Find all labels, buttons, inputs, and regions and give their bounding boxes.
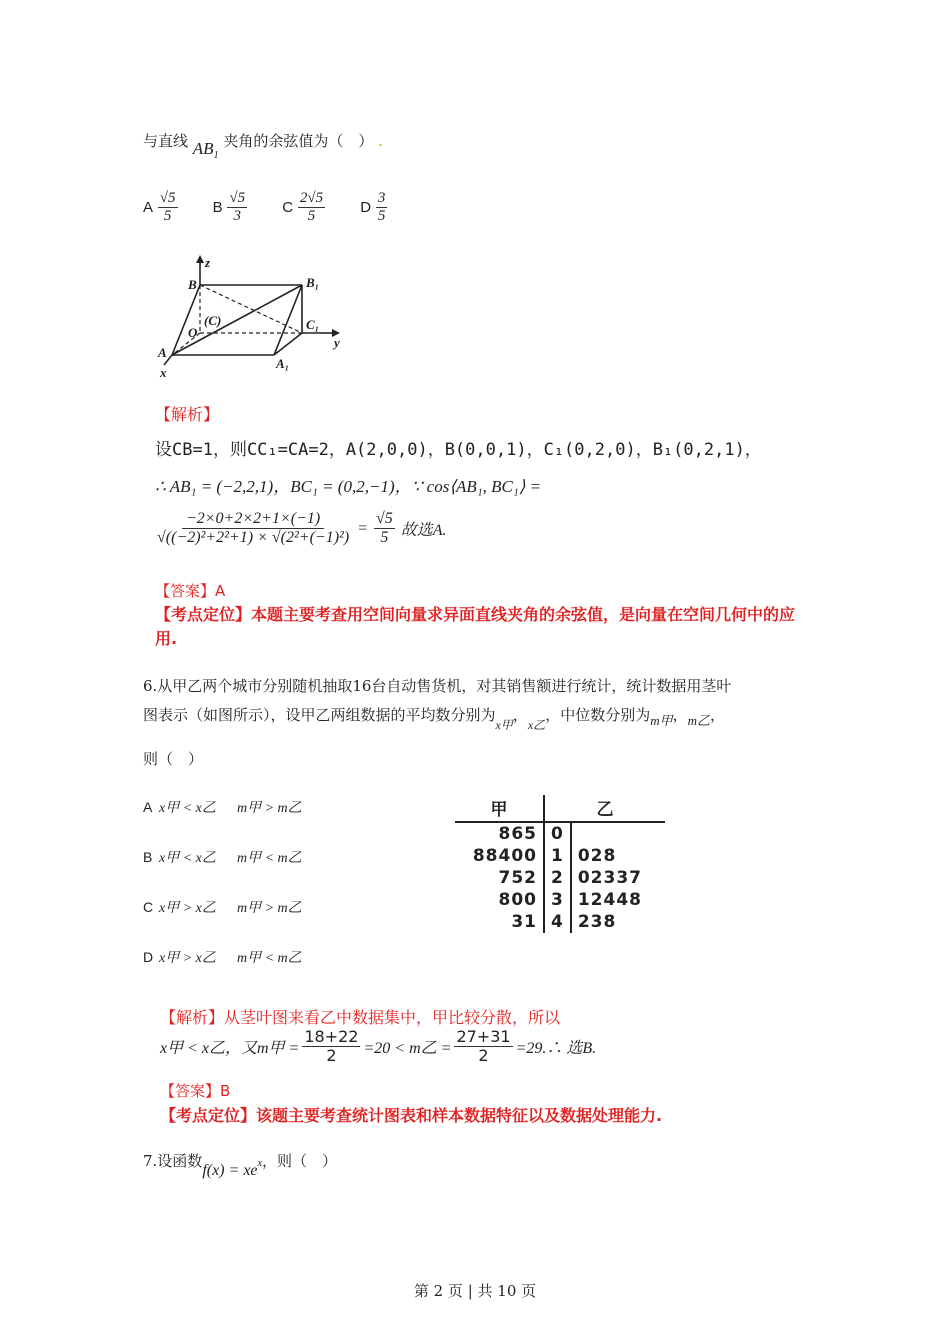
stem-leaf-table: [455, 795, 665, 933]
q5-answer: 【答案】A: [155, 582, 226, 600]
table-head-yi: 乙: [596, 800, 614, 820]
q5-option-d[interactable]: D $\frac{3}{5}$: [360, 190, 386, 225]
q5-option-c[interactable]: C $\frac{2√5}{5}$: [282, 190, 324, 225]
q6-options: [143, 782, 302, 982]
stem-leaf-rows: [455, 823, 648, 933]
q5-analysis-tag: 【解析】: [155, 405, 220, 424]
q6-option-b[interactable]: B x甲 < x乙 m甲 < m乙: [143, 849, 302, 866]
table-row: 865 0: [455, 823, 648, 845]
q6-stem-line2: 图表示（如图所示），设甲乙两组数据的平均数分别为 x甲 ， x乙 ，中位数分别为 m甲 ， m乙 ，: [143, 706, 726, 732]
fig-label-c1: C₁: [306, 317, 320, 332]
q5-options: [143, 190, 417, 226]
fig-label-z: z: [205, 255, 211, 270]
q5-solution-line3: $\frac{-2\times 0+2\times 2+1\times(-1)}{\text{√((−2)²+2²+1) × √(2²+(−1)²)}}$ = $\frac{√5}{5}$ 故选A.: [157, 510, 447, 547]
q5-kaodian-cont: 用.: [155, 629, 178, 648]
q5-option-a[interactable]: A $\frac{√5}{5}$: [143, 190, 176, 225]
fig-label-o: O: [188, 325, 198, 340]
q6-analysis-eq: x甲 < x乙，又m甲 = $\frac{18+22}{2}$ =20 < m乙 = $\frac{27+31}{2}$ =29.∴ 选B.: [160, 1027, 597, 1066]
q6-stem-line1: 6.从甲乙两个城市分别随机抽取16台自动售货机，对其销售额进行统计，统计数据用茎叶: [143, 677, 732, 695]
fig-label-a1: A₁: [276, 356, 290, 371]
fig-label-y: y: [334, 335, 340, 350]
table-row: 752 2 02337: [498, 868, 642, 888]
q5-stem: 与直线 $AB_1$ 夹角的余弦值为（ ） .: [143, 132, 383, 161]
q7-stem: 7.设函数 f(x) = xe x ，则（ ）: [143, 1152, 337, 1179]
fig-label-a: A: [158, 345, 167, 360]
table-head-jia: 甲: [490, 800, 508, 820]
prism-figure: [150, 255, 350, 380]
q6-option-d[interactable]: D x甲 > x乙 m甲 < m乙: [143, 949, 302, 966]
table-row: 800 3 12448: [498, 890, 642, 910]
q6-answer: 【答案】B: [160, 1082, 231, 1100]
page-footer: 第 2 页 | 共 10 页: [413, 1282, 537, 1300]
q6-kaodian: 【考点定位】该题主要考查统计图表和样本数据特征以及数据处理能力.: [160, 1106, 663, 1125]
fig-label-x: x: [160, 365, 167, 380]
table-row: 88400 1 028: [472, 846, 617, 866]
q5-solution-line1: 设CB=1，则CC₁=CA=2，A(2,0,0)，B(0,0,1)，C₁(0,2,0)，B₁(0,2,1)，: [155, 440, 762, 460]
q5-kaodian: 【考点定位】本题主要考查用空间向量求异面直线夹角的余弦值，是向量在空间几何中的应: [155, 605, 796, 624]
q6-option-a[interactable]: A x甲 < x乙 m甲 > m乙: [143, 799, 302, 816]
q5-option-b[interactable]: B $\frac{√5}{3}$: [212, 190, 246, 225]
fig-label-b1: B₁: [306, 275, 320, 290]
fig-label-b: B: [188, 277, 197, 292]
q6-then: 则（ ）: [143, 750, 204, 768]
table-row: 31 4 238: [511, 912, 617, 932]
fig-label-c: (C): [204, 313, 222, 328]
q6-option-c[interactable]: C x甲 > x乙 m甲 > m乙: [143, 899, 302, 916]
q5-solution-line2: ∴ AB₁ = (−2,2,1)，BC₁ = (0,2,−1)，∵ cos⟨AB₁, BC₁⟩ =: [155, 477, 542, 496]
q6-analysis: 【解析】从茎叶图来看乙中数据集中，甲比较分散，所以: [160, 1008, 561, 1027]
